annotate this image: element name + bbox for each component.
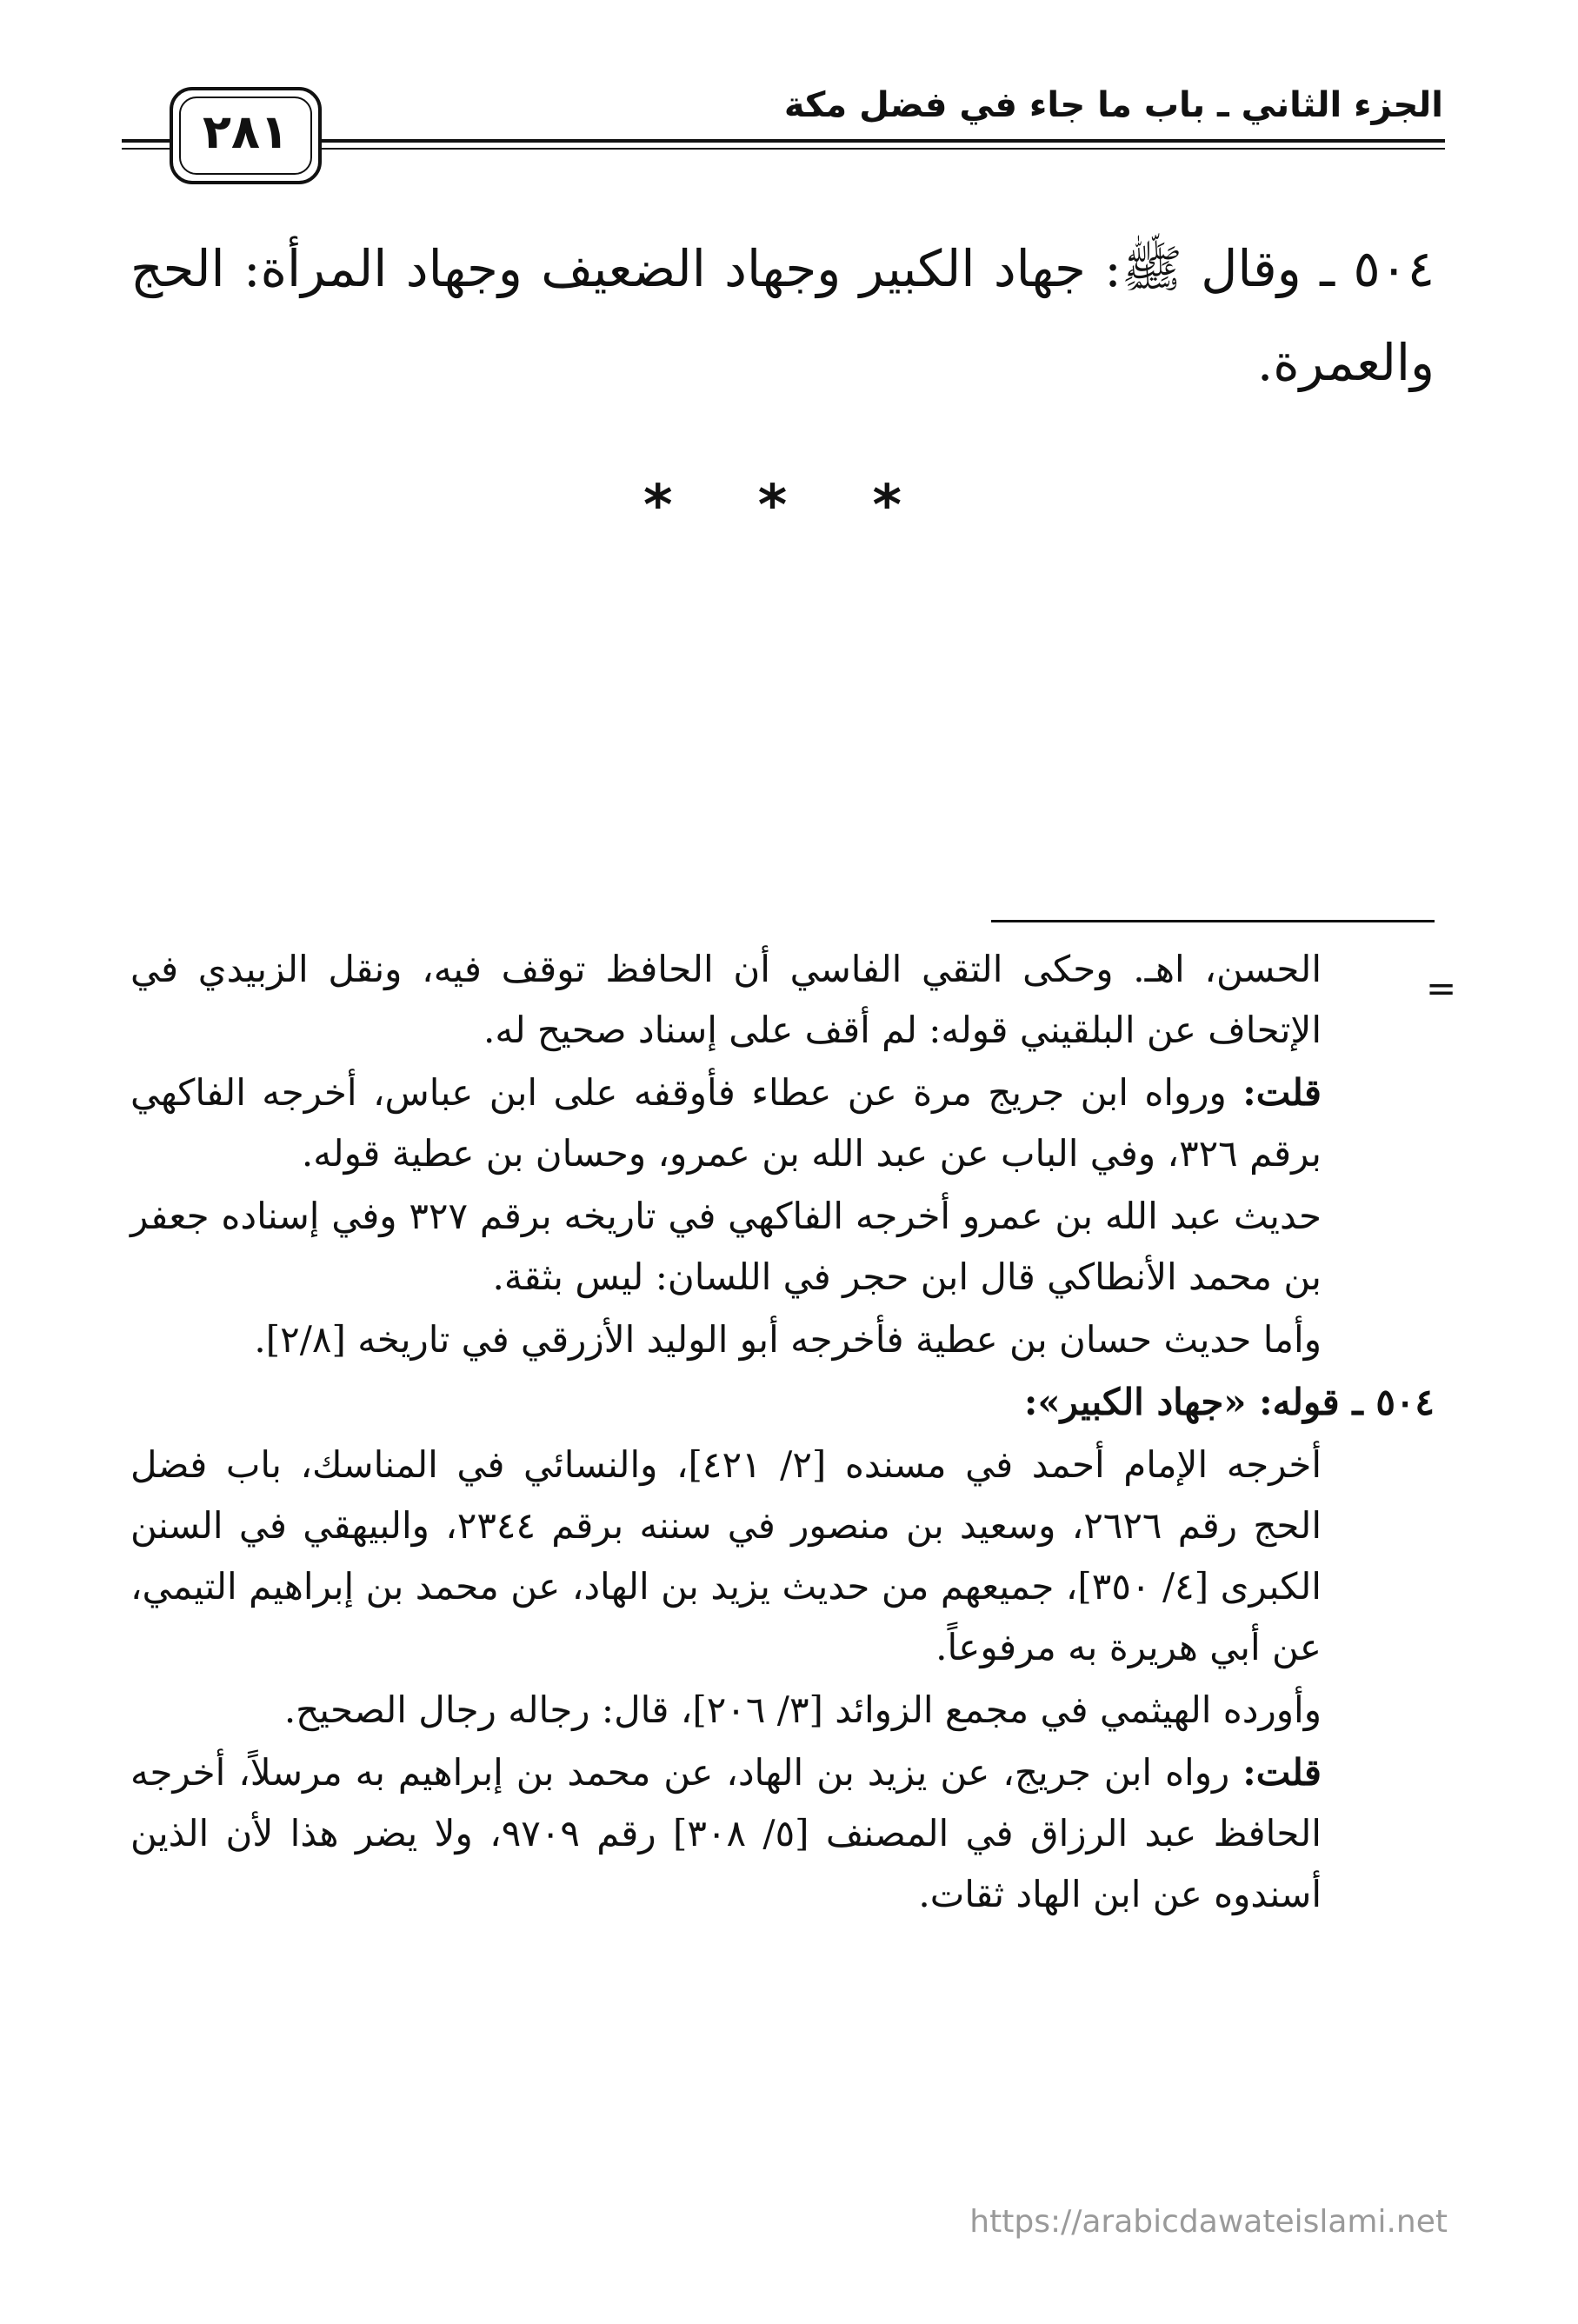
footnote-heading [130,1372,1435,1433]
hadith-text: وقال ﷺ: جهاد الكبير وجهاد الضعيف وجهاد المرأة: الحج والعمرة. [130,239,1435,392]
footnote-text: أخرجه الإمام أحمد في مسنده [٢/ ٤٢١]، والنسائي في المناسك، باب فضل الحج رقم ٢٦٢٦، وسعيد بن منصور في سننه برقم ٢٣٤٤، والبيهقي في السنن الكبرى [٤/ ٣٥٠]، جميعهم من حديث يزيد بن الهاد، عن محمد بن إبراهيم التيمي، عن أبي هريرة به مرفوعاً. [130,1443,1322,1668]
footnote-paragraph [130,1186,1435,1308]
footnote-text: وأما حديث حسان بن عطية فأخرجه أبو الوليد الأزرقي في تاريخه [٢/٨]. [254,1318,1322,1361]
footnote-paragraph [130,939,1435,1061]
note-label: قلت: [1242,1071,1322,1114]
note-label: قلت: [1242,1751,1322,1794]
footnote-paragraph [130,1680,1435,1741]
footnote-paragraph [130,1309,1435,1370]
footnote-separator [991,920,1435,922]
footnote-text: حديث عبد الله بن عمرو أخرجه الفاكهي في تاريخه برقم ٣٢٧ وفي إسناده جعفر بن محمد الأنطاكي قال ابن حجر في اللسان: ليس بثقة. [130,1195,1322,1298]
continuation-mark: = [1426,967,1457,1009]
footnote-paragraph [130,1742,1435,1925]
footnote-text: رواه ابن جريج، عن يزيد بن الهاد، عن محمد بن إبراهيم به مرسلاً، أخرجه الحافظ عبد الرزاق في المصنف [٥/ ٣٠٨] رقم ٩٧٠٩، ولا يضر هذا لأن الذين أسندوه عن ابن الهاد ثقات. [130,1751,1322,1915]
footnote-paragraph [130,1435,1435,1678]
page-number-frame [170,87,322,184]
hadith-number: ٥٠٤ ـ [1320,239,1435,298]
footnote-text: الحسن، اهـ. وحكى التقي الفاسي أن الحافظ توقف فيه، ونقل الزبيدي في الإتحاف عن البلقيني قوله: لم أقف على إسناد صحيح له. [130,948,1322,1051]
footnote-text: وأورده الهيثمي في مجمع الزوائد [٣/ ٢٠٦]، قال: رجاله رجال الصحيح. [283,1688,1322,1731]
section-ornament: * * * [643,474,935,538]
hadith-block [130,222,1435,410]
footnotes [130,939,1435,1925]
footnote-text: ورواه ابن جريج مرة عن عطاء فأوقفه على ابن عباس، أخرجه الفاكهي برقم ٣٢٦، وفي الباب عن عبد الله بن عمرو، وحسان بن عطية قوله. [130,1071,1322,1175]
footnote-heading-text: ٥٠٤ ـ قوله: «جهاد الكبير»: [1023,1381,1435,1423]
footnote-paragraph [130,1062,1435,1184]
running-title: الجزء الثاني ـ باب ما جاء في فضل مكة [783,85,1443,125]
page-number: ٢٨١ [203,104,289,159]
watermark-url: https://arabicdawateislami.net [969,2204,1448,2240]
